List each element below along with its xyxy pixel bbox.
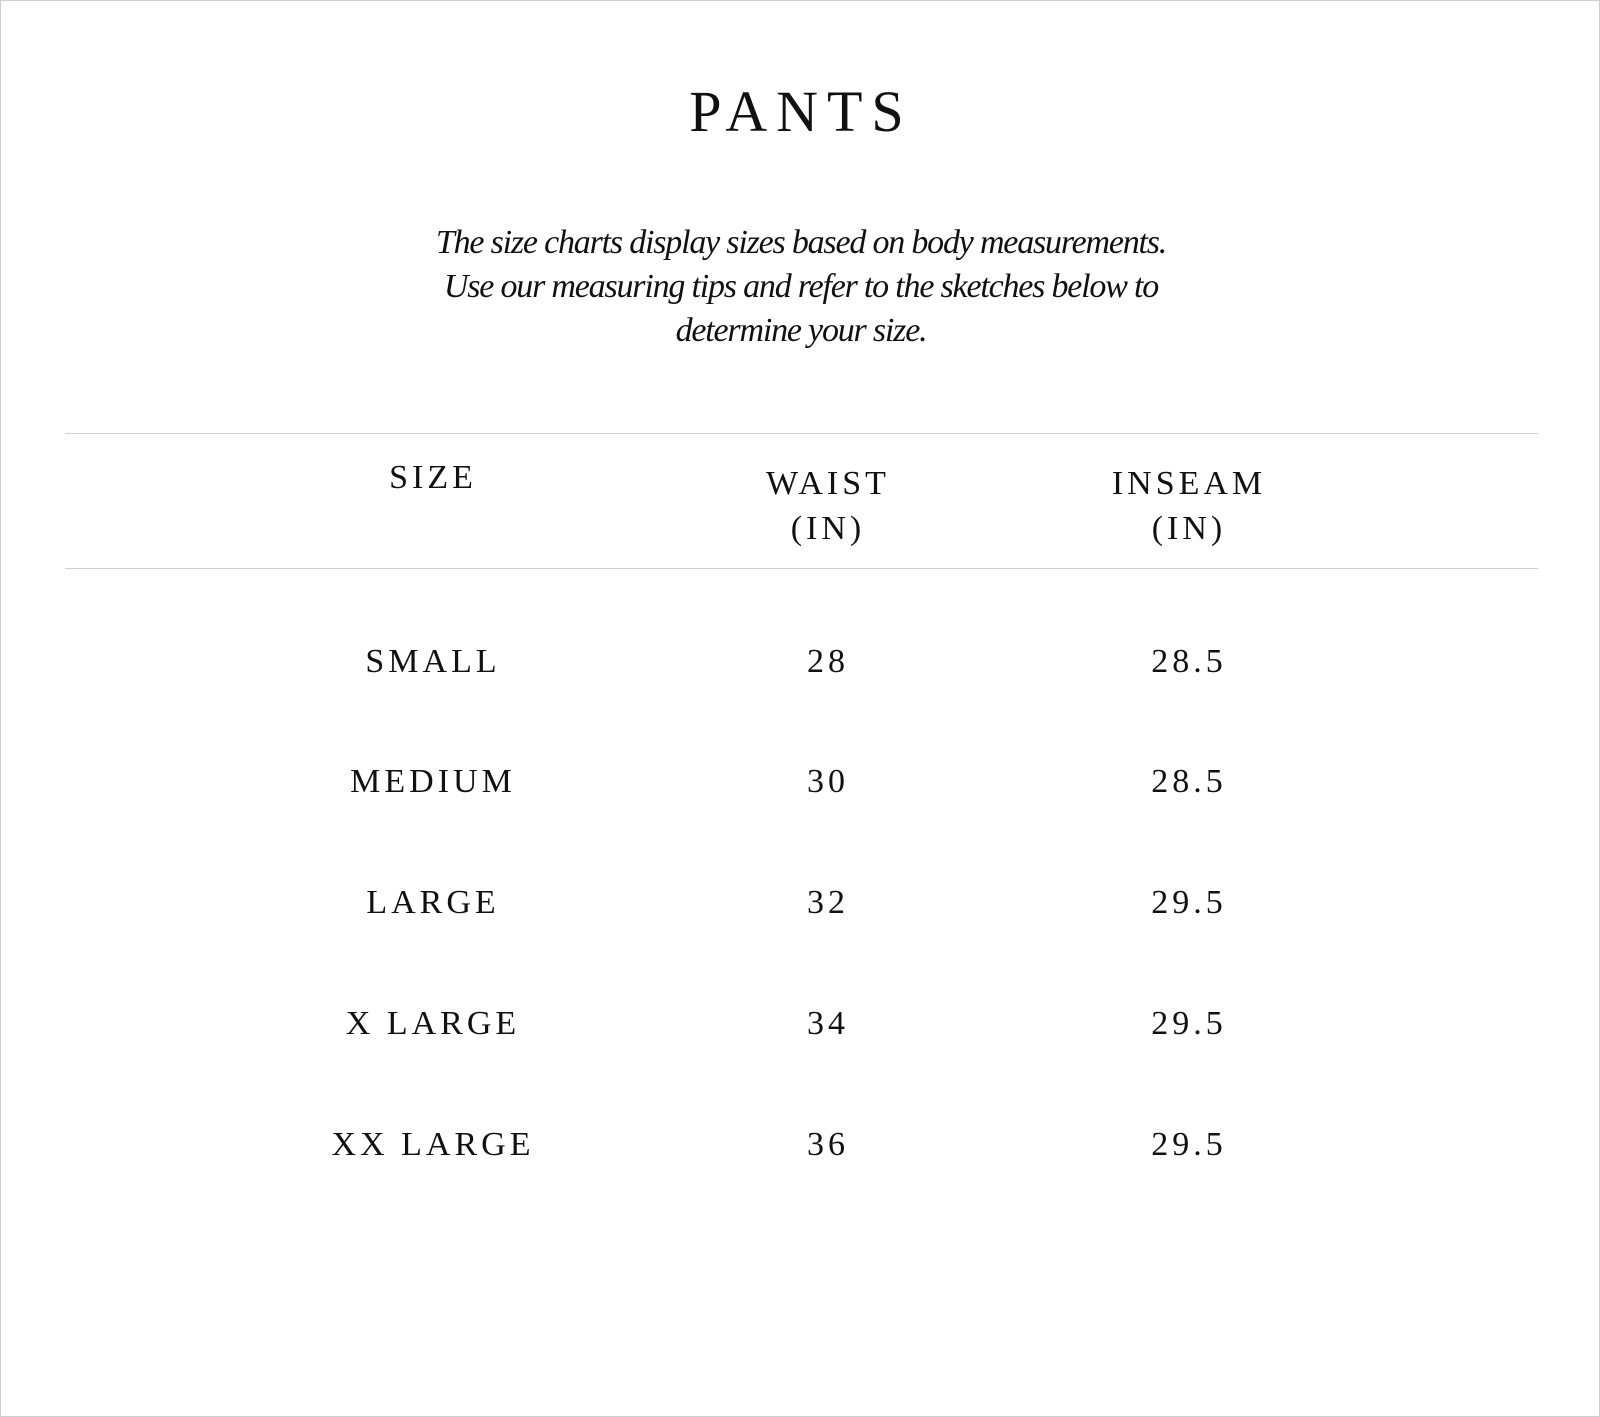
inseam-header-line-1: INSEAM — [1111, 465, 1267, 502]
inseam-cell: 29.5 — [1151, 884, 1227, 921]
inseam-cell: 28.5 — [1151, 643, 1227, 680]
inseam-cell: 29.5 — [1151, 1005, 1227, 1042]
page-title: PANTS — [689, 79, 913, 144]
size-cell: LARGE — [366, 884, 500, 921]
inseam-cell: 28.5 — [1151, 763, 1227, 800]
waist-column-header — [678, 461, 978, 551]
inseam-column-header — [1039, 461, 1339, 551]
waist-cell: 32 — [807, 884, 849, 921]
table-header-divider — [65, 568, 1538, 569]
waist-cell: 30 — [807, 763, 849, 800]
size-chart-intro: The size charts display sizes based on body measurements. Use our measuring tips and refer to the sketches below to determine your size. — [435, 224, 1167, 349]
size-column-header: SIZE — [389, 459, 477, 496]
waist-cell: 36 — [807, 1126, 849, 1163]
waist-header-line-2: (IN) — [790, 510, 866, 547]
size-cell: MEDIUM — [350, 763, 516, 800]
waist-header-line-1: WAIST — [766, 465, 890, 502]
inseam-cell: 29.5 — [1151, 1126, 1227, 1163]
waist-cell: 34 — [807, 1005, 849, 1042]
size-cell: X LARGE — [345, 1005, 521, 1042]
size-cell: SMALL — [365, 643, 501, 680]
size-cell: XX LARGE — [331, 1126, 535, 1163]
inseam-header-line-2: (IN) — [1151, 510, 1227, 547]
waist-cell: 28 — [807, 643, 849, 680]
table-top-divider — [65, 433, 1538, 434]
